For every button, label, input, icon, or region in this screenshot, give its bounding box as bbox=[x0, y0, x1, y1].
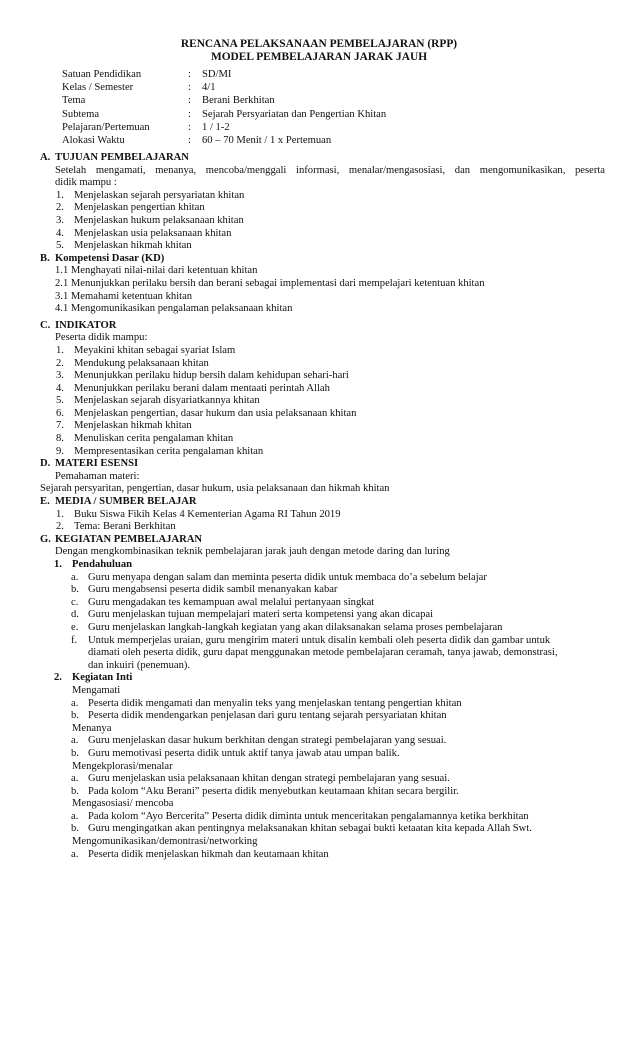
list-item: a. Guru menjelaskan usia pelaksanaan khitan dengan strategi pembelajaran yang sesuai. bbox=[71, 773, 450, 785]
paragraph: Dengan mengkombinasikan teknik pembelajaran jarak jauh dengan metode daring dan luring bbox=[55, 546, 450, 558]
list-item: 1.1 Menghayati nilai-nilai dari ketentuan khitan bbox=[55, 265, 258, 277]
list-item: b. Peserta didik mendengarkan penjelasan dari guru tentang sejarah persyariatan khitan bbox=[71, 710, 447, 722]
list-item: 4.1 Mengomunikasikan pengalaman pelaksanaan khitan bbox=[55, 303, 293, 315]
section-heading-e: E. MEDIA / SUMBER BELAJAR bbox=[40, 496, 197, 508]
list-item: b. Guru mengabsensi peserta didik sambil menanyakan kabar bbox=[71, 584, 338, 596]
list-item: a. Pada kolom “Ayo Bercerita” Peserta didik diminta untuk menceritakan pengalamannya ketika berkhitan bbox=[71, 810, 529, 822]
paragraph: Setelah mengamati, menanya, mencoba/menggali informasi, menalar/mengasosiasi, dan mengomunikasikan, peserta bbox=[55, 164, 605, 176]
info-row bbox=[62, 68, 386, 81]
info-value: Sejarah Persyariatan dan Pengertian Khitan bbox=[202, 108, 387, 120]
info-colon: : bbox=[188, 134, 191, 146]
paragraph: Pemahaman materi: bbox=[55, 470, 140, 482]
list-item: a. Peserta didik menjelaskan hikmah dan keutamaan khitan bbox=[71, 848, 329, 860]
identity-table bbox=[62, 68, 386, 147]
list-item: a. Guru menjelaskan dasar hukum berkhitan dengan strategi pembelajaran yang sesuai. bbox=[71, 735, 447, 747]
list-item: 1. Buku Siswa Fikih Kelas 4 Kementerian Agama RI Tahun 2019 bbox=[56, 508, 341, 520]
list-item: 6. Menjelaskan pengertian, dasar hukum dan usia pelaksanaan khitan bbox=[56, 407, 357, 419]
info-label: Kelas / Semester bbox=[62, 82, 134, 94]
info-value: 60 – 70 Menit / 1 x Pertemuan bbox=[202, 134, 332, 146]
info-value: 4/1 bbox=[202, 82, 216, 94]
document-title: RENCANA PELAKSANAAN PEMBELAJARAN (RPP) bbox=[180, 38, 458, 50]
list-item: b. Pada kolom “Aku Berani” peserta didik menyebutkan keutamaan khitan secara bergilir. bbox=[71, 785, 459, 797]
list-item: a. Peserta didik mengamati dan menyalin teks yang menjelaskan tentang pengertian khitan bbox=[71, 697, 462, 709]
list-item: 5. Menjelaskan hikmah khitan bbox=[56, 240, 192, 252]
section-heading-d: D. MATERI ESENSI bbox=[40, 458, 139, 470]
list-item: 9. Mempresentasikan cerita pengalaman khitan bbox=[56, 445, 264, 457]
activity-label: Mengekplorasi/menalar bbox=[72, 760, 173, 772]
document-body bbox=[40, 152, 605, 861]
info-colon: : bbox=[188, 121, 191, 133]
info-label: Subtema bbox=[62, 108, 100, 120]
list-item: b. Guru memotivasi peserta didik untuk aktif tanya jawab atau umpan balik. bbox=[71, 747, 400, 759]
info-value: 1 / 1-2 bbox=[202, 121, 230, 133]
info-row bbox=[62, 121, 386, 134]
list-item: 1. Menjelaskan sejarah persyariatan khitan bbox=[56, 189, 245, 201]
list-item: d. Guru menjelaskan tujuan mempelajari materi serta kompetensi yang akan dicapai bbox=[71, 609, 434, 621]
list-item: a. Guru menyapa dengan salam dan meminta peserta didik untuk membaca do’a sebelum belajar bbox=[71, 571, 487, 583]
list-item: 2.1 Menunjukkan perilaku bersih dan berani sebagai implementasi dari mempelajari ketentuan khitan bbox=[55, 277, 485, 289]
list-item: 3.1 Memahami ketentuan khitan bbox=[55, 290, 193, 302]
info-colon: : bbox=[188, 95, 191, 107]
info-row bbox=[62, 108, 386, 121]
info-colon: : bbox=[188, 69, 191, 80]
activity-label: Menanya bbox=[72, 722, 112, 734]
list-item: 3. Menunjukkan perilaku hidup bersih dalam kehidupan sehari-hari bbox=[56, 370, 349, 382]
info-label: Alokasi Waktu bbox=[62, 134, 125, 146]
list-item: f. Untuk memperjelas uraian, guru mengirim materi untuk disalin kembali oleh peserta didik dan gambar untuk bbox=[71, 634, 551, 646]
paragraph: didik mampu : bbox=[55, 177, 117, 189]
info-row bbox=[62, 94, 386, 107]
list-item: 4. Menjelaskan usia pelaksanaan khitan bbox=[56, 227, 232, 239]
section-heading-c: C. INDIKATOR bbox=[40, 319, 117, 331]
info-colon: : bbox=[188, 108, 191, 120]
info-label: Tema bbox=[62, 95, 86, 107]
list-item: 5. Menjelaskan sejarah disyariatkannya khitan bbox=[56, 395, 260, 407]
list-item: c. Guru mengadakan tes kemampuan awal melalui pertanyaan singkat bbox=[71, 596, 375, 608]
info-value: Berani Berkhitan bbox=[202, 95, 275, 107]
list-item: 8. Menuliskan cerita pengalaman khitan bbox=[56, 433, 234, 445]
list-item: e. Guru menjelaskan langkah-langkah kegiatan yang akan dilaksanakan selama proses pembelajaran bbox=[71, 621, 503, 633]
activity-label: Mengomunikasikan/demontrasi/networking bbox=[72, 836, 258, 848]
list-item: 2. Mendukung pelaksanaan khitan bbox=[56, 357, 209, 369]
list-item: b. Guru mengingatkan akan pentingnya melaksanakan khitan sebagai bukti ketaatan kita kepada Allah Swt. bbox=[71, 823, 532, 835]
section-heading-a: A. TUJUAN PEMBELAJARAN bbox=[40, 152, 189, 163]
list-item-continued: diamati oleh peserta didik, guru dapat menggunakan metode pembelajaran ceramah, tanya jawab, demonstrasi, bbox=[88, 647, 558, 659]
document-subtitle: MODEL PEMBELAJARAN JARAK JAUH bbox=[210, 51, 428, 63]
list-item: 2. Tema: Berani Berkhitan bbox=[56, 521, 176, 533]
activity-label: Mengamati bbox=[72, 684, 121, 696]
list-item-continued: dan inkuiri (penemuan). bbox=[88, 659, 191, 671]
list-item: 3. Menjelaskan hukum pelaksanaan khitan bbox=[56, 214, 244, 226]
list-item: 2. Menjelaskan pengertian khitan bbox=[56, 202, 205, 214]
info-row bbox=[62, 134, 386, 147]
info-colon: : bbox=[188, 82, 191, 94]
info-value: SD/MI bbox=[202, 69, 232, 80]
subsection-heading: 2. Kegiatan Inti bbox=[54, 672, 133, 684]
list-item: 4. Menunjukkan perilaku berani dalam mentaati perintah Allah bbox=[56, 382, 330, 394]
info-row bbox=[62, 81, 386, 94]
info-label: Satuan Pendidikan bbox=[62, 69, 142, 80]
info-label: Pelajaran/Pertemuan bbox=[62, 121, 150, 133]
list-item: 7. Menjelaskan hikmah khitan bbox=[56, 420, 192, 432]
subsection-heading: 1. Pendahuluan bbox=[54, 559, 133, 570]
paragraph: Peserta didik mampu: bbox=[55, 332, 148, 344]
section-heading-b: B. Kompetensi Dasar (KD) bbox=[40, 252, 165, 264]
paragraph: Sejarah persyaritan, pengertian, dasar hukum, usia pelaksanaan dan hikmah khitan bbox=[40, 483, 390, 495]
section-heading-g: G. KEGIATAN PEMBELAJARAN bbox=[40, 533, 203, 545]
activity-label: Mengasosiasi/ mencoba bbox=[72, 798, 174, 810]
list-item: 1. Meyakini khitan sebagai syariat Islam bbox=[56, 344, 236, 356]
